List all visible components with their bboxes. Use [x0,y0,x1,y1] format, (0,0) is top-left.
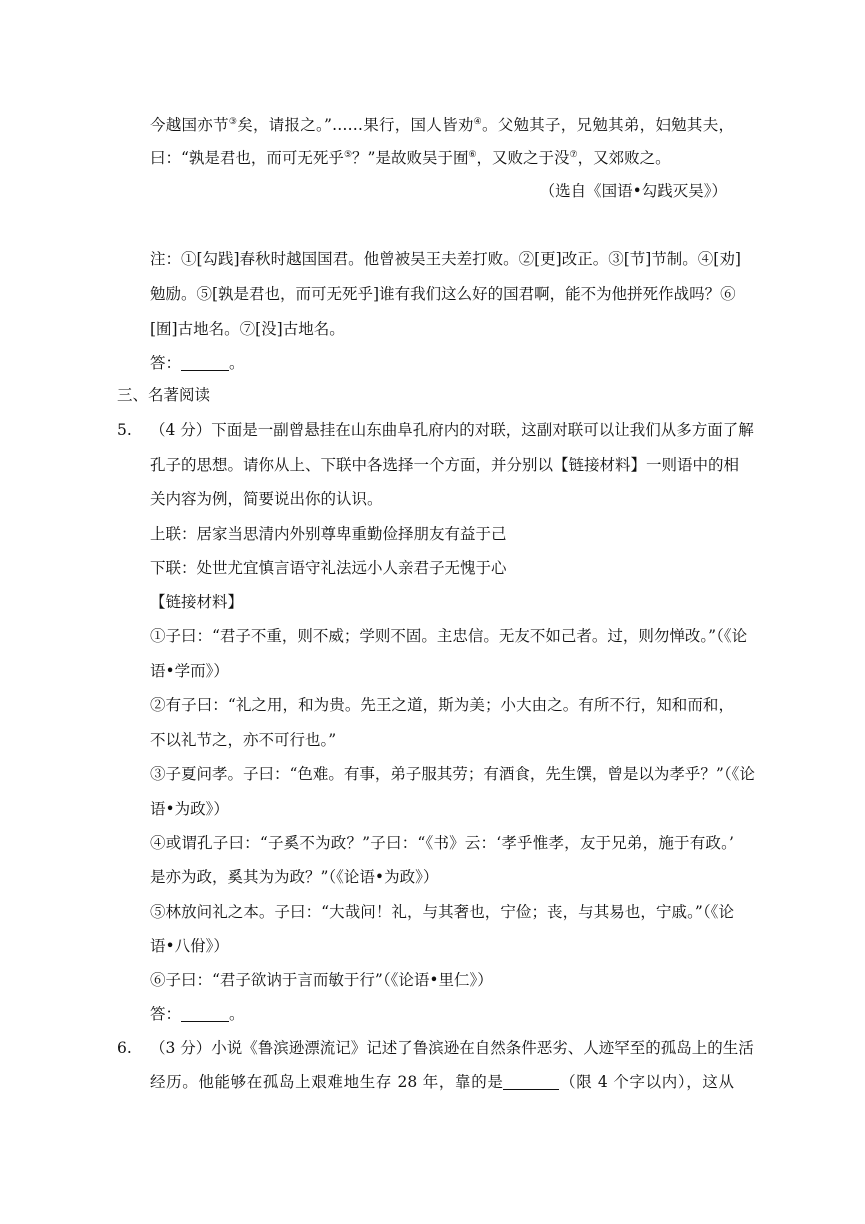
material-2-line-1: ②有子曰：“礼之用，和为贵。先王之道，斯为美；小大由之。有所不行，知和而和， [150,696,734,714]
material-3-line-1: ③子夏问孝。子曰：“色难。有事，弟子服其劳；有酒食，先生馔，曾是以为孝乎？”（《论 [150,765,755,783]
q5-line-2: 孔子的思想。请你从上、下联中各选择一个方面，并分别以【链接材料】一则语中的相 [150,456,740,474]
q5-line-3: 关内容为例，简要说出你的认识。 [150,490,383,508]
question-number-6: 6. [117,1039,132,1057]
answer-blank-q6[interactable] [503,1073,559,1090]
material-3-line-2: 语•为政》） [150,800,229,818]
section-title-3: 三、名著阅读 [117,386,211,404]
material-5-line-1: ⑤林放问礼之本。子曰：“大哉问！礼，与其奢也，宁俭；丧，与其易也，宁戚。”（《论 [150,903,734,921]
source-citation: （选自《国语•勾践灭吴》） [539,182,727,200]
answer-blank-q4[interactable] [181,354,229,371]
q5-line-1: （4 分）下面是一副曾悬挂在山东曲阜孔府内的对联，这副对联可以让我们从多方面了解 [150,421,754,439]
material-4-line-1: ④或谓孔子曰：“子奚不为政？”子曰：“《书》云：‘孝乎惟孝，友于兄弟，施于有政。’ [150,834,734,852]
answer-row-q5: 答： 。 [150,1005,245,1023]
q6-line-1: （3 分）小说《鲁滨逊漂流记》记述了鲁滨逊在自然条件恶劣、人迹罕至的孤岛上的生活 [150,1039,754,1057]
note-marker: ⑥ [468,150,477,160]
classical-text-line-2: 曰：“孰是君也，而可无死乎⑤？”是故败吴于囿⑥，又败之于没⑦，又郊败之。 [150,149,671,167]
note-marker: ⑤ [343,150,353,160]
answer-blank-q5[interactable] [181,1005,229,1022]
notes-line-2: 勉励。⑤[孰是君也，而可无死乎]谁有我们这么好的国君啊，能不为他拼死作战吗？⑥ [150,285,736,303]
material-1-line-2: 语•学而》） [150,662,229,680]
q6-line-2: 经历。他能够在孤岛上艰难地生存 28 年，靠的是 （限 4 个字以内），这从 [150,1073,734,1091]
question-number-5: 5. [117,421,132,439]
material-4-line-2: 是亦为政，奚其为为政？”（《论语•为政》） [150,868,439,886]
material-title: 【链接材料】 [150,593,244,611]
classical-text-line-1: 今越国亦节③矣，请报之。”……果行，国人皆劝④。父勉其子，兄勉其弟，妇勉其夫， [150,116,734,134]
note-marker: ④ [473,117,482,127]
couplet-upper: 上联：居家当思清内外别尊卑重勤俭择朋友有益于己 [150,525,507,543]
notes-line-1: 注：①[勾践]春秋时越国国君。他曾被吴王夫差打败。②[更]改正。③[节]节制。④[劝] [150,250,741,268]
material-1-line-1: ①子曰：“君子不重，则不威；学则不固。主忠信。无友不如己者。过，则勿惮改。”（《论 [150,627,748,645]
note-marker: ⑦ [569,150,578,160]
couplet-lower: 下联：处世尤宜慎言语守礼法远小人亲君子无愧于心 [150,559,507,577]
notes-line-3: [囿]古地名。⑦[没]古地名。 [150,320,345,338]
note-marker: ③ [228,117,238,127]
answer-row-q4: 答： 。 [150,354,245,372]
material-2-line-2: 不以礼节之，亦不可行也。” [150,731,337,749]
material-5-line-2: 语•八佾》） [150,937,229,955]
material-6: ⑥子曰：“君子欲讷于言而敏于行”（《论语•里仁》） [150,971,493,989]
